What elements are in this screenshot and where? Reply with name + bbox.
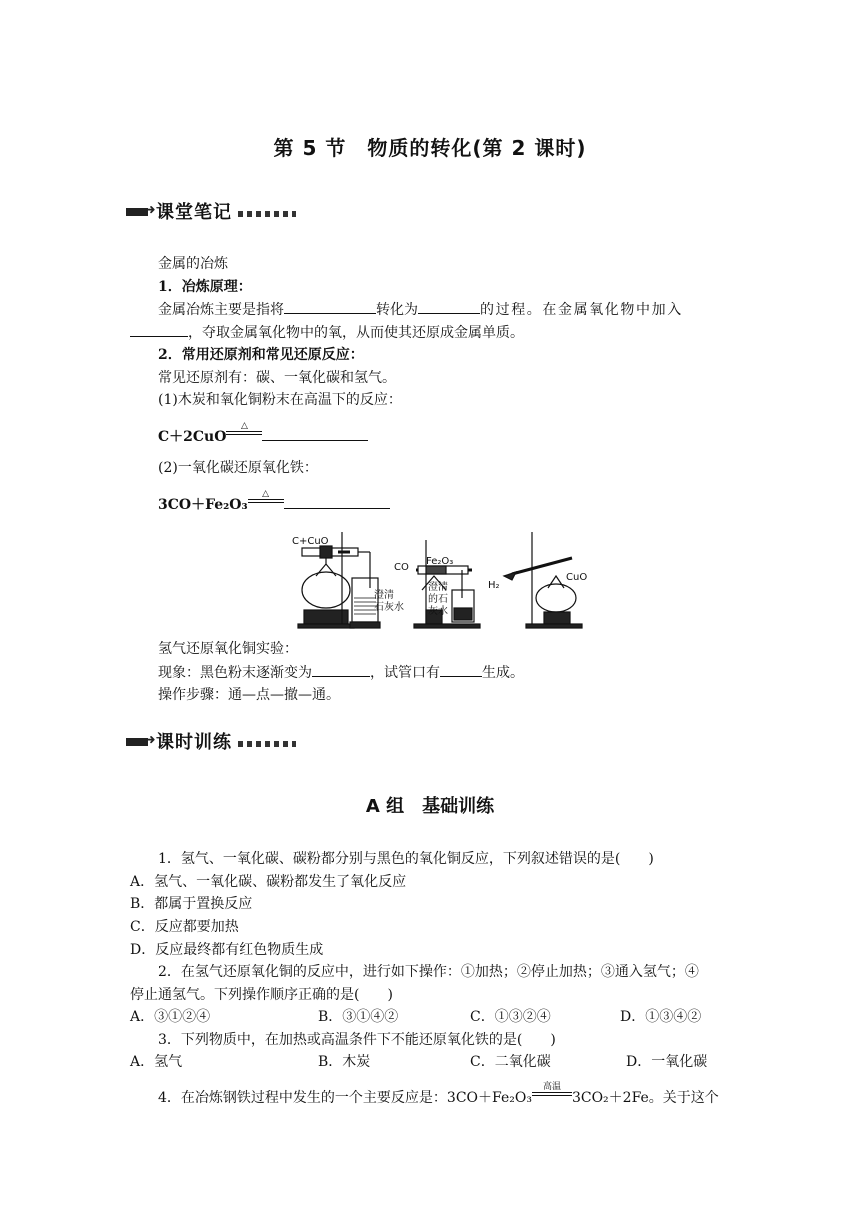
label-limewater-1b: 石灰水 — [374, 602, 404, 613]
label-limewater-1a: 澄清 — [374, 590, 394, 601]
page-title: 第 5 节 物质的转化(第 2 课时) — [273, 136, 587, 160]
q4-text-b: 3CO₂＋2Fe。关于这个 — [571, 1090, 719, 1106]
p1-a: 金属冶炼主要是指将 — [158, 302, 284, 318]
blank-eq1[interactable] — [262, 426, 368, 441]
section-banner-notes — [126, 198, 296, 224]
q3-option-c[interactable]: C．二氧化碳 — [470, 1054, 551, 1070]
banner-label: 课堂笔记 — [156, 202, 232, 223]
q3-option-d[interactable]: D．一氧化碳 — [626, 1054, 708, 1070]
q2-option-c[interactable]: C．①③②④ — [470, 1009, 551, 1025]
banner-label: 课时训练 — [156, 732, 232, 753]
p1-b: 转化为 — [376, 302, 418, 318]
blank-4[interactable] — [312, 662, 370, 677]
question-2-line2: 停止通氢气。下列操作顺序正确的是( ) — [130, 987, 393, 1003]
p1-c: 的过程。在金属氧化物中加入 — [480, 302, 683, 318]
blank-5[interactable] — [440, 662, 482, 677]
q1-option-a[interactable]: A．氢气、一氧化碳、碳粉都发生了氧化反应 — [130, 874, 407, 890]
label-co: CO — [394, 562, 409, 573]
q1-option-d[interactable]: D．反应最终都有红色物质生成 — [130, 942, 324, 958]
q2-option-d[interactable]: D．①③④② — [620, 1009, 702, 1025]
notes-p2-a: 常见还原剂有：碳、一氧化碳和氢气。 — [158, 370, 396, 386]
q4-text-a: 4．在冶炼钢铁过程中发生的一个主要反应是：3CO＋Fe₂O₃ — [158, 1090, 532, 1106]
q2-option-a[interactable]: A．③①②④ — [130, 1009, 211, 1025]
q2-option-b[interactable]: B．③①④② — [318, 1009, 399, 1025]
p3-b: 现象：黑色粉末逐渐变为 — [158, 665, 312, 681]
equation-1 — [158, 421, 368, 447]
label-limewater-2b: 的石 — [428, 594, 448, 605]
q1-option-b[interactable]: B．都属于置换反应 — [130, 896, 253, 912]
notes-p1-line — [158, 299, 683, 320]
notes-heading: 金属的冶炼 — [158, 256, 228, 272]
label-c-cuo: C+CuO — [292, 536, 329, 547]
notes-p2-c: (2)一氧化碳还原氧化铁： — [158, 460, 318, 476]
apparatus-figure — [286, 528, 596, 630]
question-1: 1．氢气、一氧化碳、碳粉都分别与黑色的氧化铜反应，下列叙述错误的是( ) — [158, 851, 654, 867]
heat-sign — [226, 421, 262, 441]
label-limewater-2a: 澄清 — [428, 582, 448, 593]
blank-eq2[interactable] — [284, 494, 390, 509]
equation-2 — [158, 489, 390, 515]
heat-icon: △ — [262, 489, 270, 499]
question-2-line1: 2．在氢气还原氧化铜的反应中，进行如下操作：①加热；②停止加热；③通入氢气；④ — [158, 964, 699, 980]
notes-p2-b: (1)木炭和氧化铜粉末在高温下的反应： — [158, 392, 402, 408]
p2-num: 2．常用还原剂和常见还原反应： — [158, 347, 364, 363]
label-limewater-2c: 灰水 — [428, 606, 448, 617]
notes-p3-a: 氢气还原氧化铜实验： — [158, 641, 298, 657]
p3-d: 生成。 — [482, 665, 524, 681]
notes-p3-line — [158, 662, 524, 683]
notes-p1-line2 — [130, 322, 524, 343]
blank-1[interactable] — [284, 299, 376, 314]
group-title: A 组 基础训练 — [365, 796, 495, 817]
q3-option-b[interactable]: B．木炭 — [318, 1054, 371, 1070]
high-temp-sign — [532, 1082, 572, 1102]
blank-3[interactable] — [130, 322, 188, 337]
q3-option-a[interactable]: A．氢气 — [130, 1054, 183, 1070]
p1-num: 1．冶炼原理： — [158, 279, 252, 295]
label-cuo: CuO — [566, 572, 588, 583]
arrow-icon: ➜ — [144, 732, 156, 748]
question-3: 3．下列物质中，在加热或高温条件下不能还原氧化铁的是( ) — [158, 1032, 556, 1048]
label-fe2o3: Fe₂O₃ — [426, 556, 454, 567]
banner-dots — [238, 741, 296, 747]
arrow-icon: ➜ — [144, 202, 156, 218]
notes-p1-num — [158, 277, 252, 297]
high-temp-label: 高温 — [542, 1082, 561, 1092]
label-h2: H₂ — [488, 580, 500, 591]
eq2-reactants: 3CO＋Fe₂O₃ — [158, 497, 248, 513]
eq1-reactants: C＋2CuO — [158, 429, 227, 445]
p1-d: ，夺取金属氧化物中的氧，从而使其还原成金属单质。 — [188, 325, 524, 341]
notes-p2-num — [158, 345, 364, 365]
blank-2[interactable] — [418, 299, 480, 314]
section-banner-practice — [126, 728, 296, 754]
notes-p3-e: 操作步骤：通—点—撤—通。 — [158, 687, 340, 703]
heat-sign — [248, 489, 284, 509]
question-4 — [158, 1082, 719, 1108]
banner-dots — [238, 211, 296, 217]
q1-option-c[interactable]: C．反应都要加热 — [130, 919, 239, 935]
heat-icon: △ — [240, 421, 248, 431]
p3-c: ，试管口有 — [370, 665, 440, 681]
